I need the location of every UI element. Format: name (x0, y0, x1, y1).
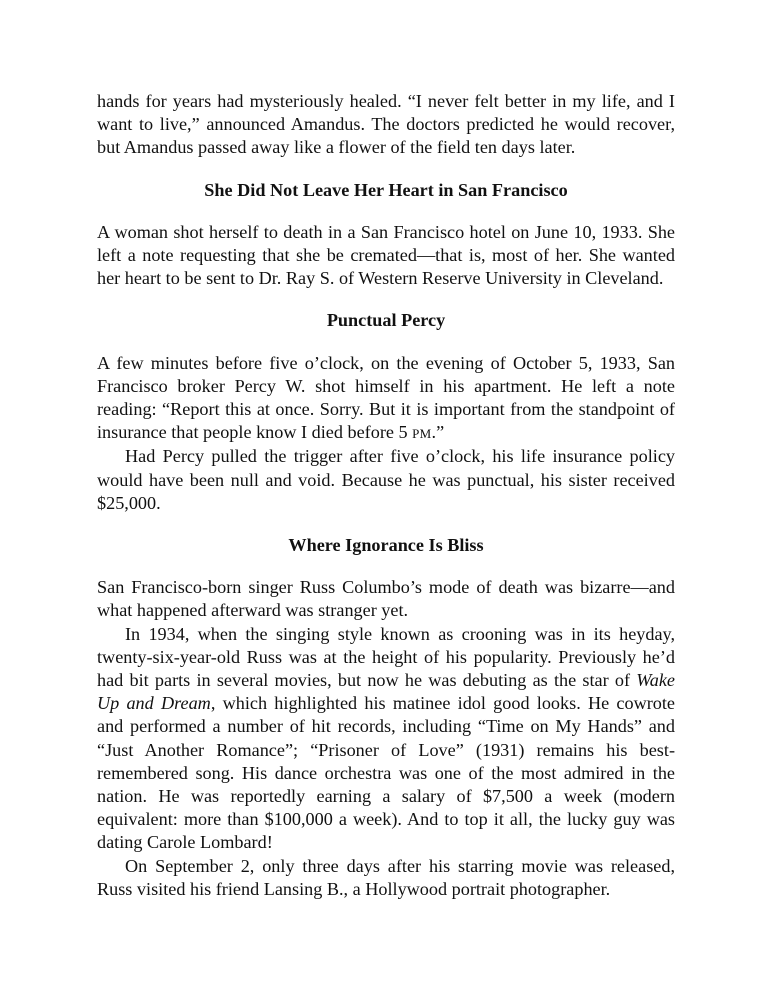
spacer (97, 160, 675, 179)
movie-title: Wake Up and Dream (97, 670, 675, 714)
section-heading: Punctual Percy (326, 310, 446, 331)
body-paragraph: Had Percy pulled the trigger after five o’clock, his life insurance policy would have been null and void. Because he was punctual, his sister received $25,000. (97, 446, 675, 513)
spacer (97, 515, 675, 534)
book-page (97, 90, 675, 901)
spacer (97, 290, 675, 309)
body-paragraph: On September 2, only three days after his starring movie was released, Russ visited his friend Lansing B., a Hollywood portrait photographer. (97, 855, 675, 899)
section-heading: Where Ignorance Is Bliss (288, 535, 484, 556)
body-paragraph: A woman shot herself to death in a San Francisco hotel on June 10, 1933. She left a note requesting that she be cremated—that is, most of her. She wanted her heart to be sent to Dr. Ray S. of Western Reserve University in Cleveland. (97, 221, 675, 289)
paragraph-text: A few minutes before five o’clock, on the evening of October 5, 1933, San Francisco broker Percy W. shot himself in his apartment. He left a note reading: “Report this at once. Sorry. But it is important from the standpoint of insurance that people know I died before 5 (97, 352, 675, 443)
spacer (97, 202, 675, 221)
paragraph-text: In 1934, when the singing style known as crooning was in its heyday, twenty-six-year-old Russ was at the height of his popularity. Previously he’d had bit parts in several movies, but now he was debuting as the star of (97, 623, 675, 691)
spacer (97, 557, 675, 576)
body-paragraph (97, 623, 675, 855)
body-paragraph (97, 352, 675, 446)
paragraph-text: , which highlighted his matinee idol good looks. He cowrote and performed a number of hit records, including “Time on My Hands” and “Just Another Romance”; “Prisoner of Love” (1931) remains his best-remembered song. His dance orchestra was one of the most admired in the nation. He was reportedly earning a salary of $7,500 a week (modern equivalent: more than $100,000 a week). And to top it all, the lucky guy was dating Carole Lombard! (97, 693, 675, 853)
small-caps-pm: PM (412, 426, 432, 442)
spacer (97, 333, 675, 352)
body-paragraph: hands for years had mysteriously healed. “I never felt better in my life, and I want to live,” announced Amandus. The doctors predicted he would recover, but Amandus passed away like a flower of the field ten days later. (97, 91, 675, 158)
section-heading: She Did Not Leave Her Heart in San Francisco (204, 179, 568, 200)
paragraph-text: .” (431, 422, 445, 443)
body-paragraph: San Francisco-born singer Russ Columbo’s mode of death was bizarre—and what happened afterward was stranger yet. (97, 577, 675, 621)
